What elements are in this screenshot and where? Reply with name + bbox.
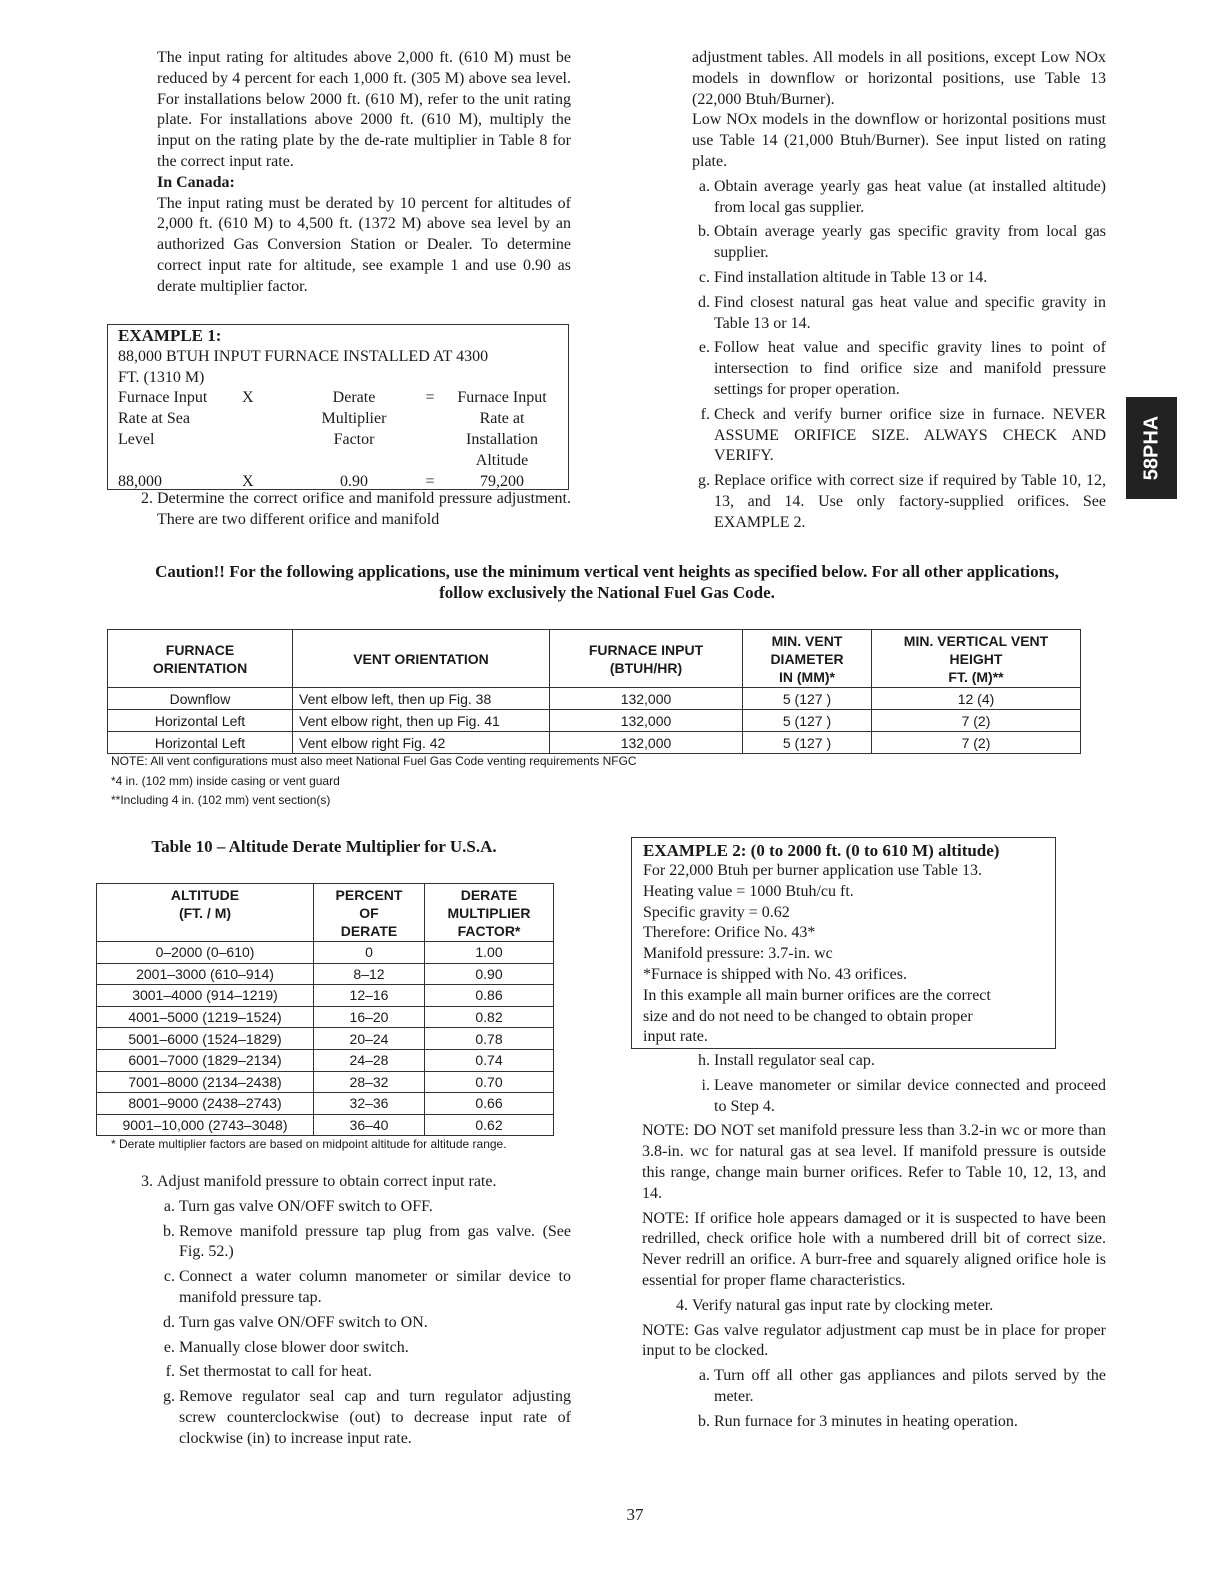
example2-line: Heating value = 1000 Btuh/cu ft. (643, 882, 854, 900)
example2-line: size and do not need to be changed to obtain proper (643, 1007, 973, 1025)
example1-formula (118, 388, 558, 492)
table-cell: 12–16 (314, 985, 425, 1007)
example2-line: input rate. (643, 1028, 708, 1046)
altitude-header: PERCENT OF DERATE (314, 884, 425, 942)
manifold-step (157, 1267, 571, 1309)
right-para1: adjustment tables. All models in all positions, except Low NOx models in downflow or horizontal positions, use Table 13 (22,000 Btuh/Burner). (692, 49, 1106, 108)
table-cell: 132,000 (550, 732, 743, 754)
clocking-step-text: Run furnace for 3 minutes in heating operation. (714, 1412, 1018, 1430)
step2-text: Determine the correct orifice and manifold pressure adjustment. There are two different orifice and manifold (157, 490, 571, 528)
vent-notes (111, 752, 911, 811)
table-cell: 0.74 (425, 1049, 554, 1071)
table-cell: 0–2000 (0–610) (97, 942, 314, 964)
ex1-col2-line: Derate (332, 389, 376, 407)
example2-line: Specific gravity = 0.62 (643, 903, 790, 921)
table-cell: Horizontal Left (108, 732, 293, 754)
table-row (97, 1006, 554, 1028)
table-cell: 7 (2) (872, 732, 1081, 754)
table-row (108, 732, 1081, 754)
step4-number: 4. (676, 1296, 688, 1314)
example2-line: In this example all main burner orifices are the correct (643, 986, 991, 1004)
table-cell: 20–24 (314, 1028, 425, 1050)
manifold-step-text: Connect a water column manometer or similar device to manifold pressure tap. (179, 1268, 571, 1306)
table-cell: 7001–8000 (2134–2438) (97, 1071, 314, 1093)
manifold-step-marker: g. (163, 1388, 175, 1406)
vent-note: *4 in. (102 mm) inside casing or vent guard (111, 773, 340, 788)
table-cell: 0.86 (425, 985, 554, 1007)
table-cell: 6001–7000 (1829–2134) (97, 1049, 314, 1071)
table-row (97, 985, 554, 1007)
ex1-col3-line: Rate at (479, 410, 525, 428)
orifice-step-text: Follow heat value and specific gravity lines to point of intersection to find orifice size and manifold pressure settings for proper operation. (714, 339, 1106, 398)
canada-paragraph: The input rating must be derated by 10 percent for altitudes of 2,000 ft. (610 M) to 4,500 ft. (1372 M) above sea level by an authorized Gas Conversion Station or Dealer. To determine correct input rate for altitude, see example 1 and use 0.90 as derate multiplier factor. (157, 194, 571, 295)
ex1-col1-line: Level (118, 430, 155, 448)
table-cell: 16–20 (314, 1006, 425, 1028)
manifold-step (157, 1197, 571, 1218)
clocking-step (692, 1412, 1106, 1433)
manifold-step-text: Remove regulator seal cap and turn regulator adjusting screw counterclockwise (out) to decrease input rate of clockwise (in) to increase input rate. (179, 1388, 571, 1447)
table-cell: Vent elbow right Fig. 42 (293, 732, 550, 754)
table-row (97, 942, 554, 964)
ex1-value: 88,000 (118, 472, 162, 490)
table-row (97, 1049, 554, 1071)
vent-note: **Including 4 in. (102 mm) vent section(s) (111, 793, 331, 807)
example2-line: Therefore: Orifice No. 43* (643, 924, 816, 942)
example2-line: *Furnace is shipped with No. 43 orifices. (643, 965, 907, 983)
left-top-column (157, 48, 571, 298)
orifice-step (692, 293, 1106, 335)
step3-number: 3. (141, 1173, 153, 1190)
orifice-step-marker: c. (698, 268, 710, 286)
table-cell: 7 (2) (872, 710, 1081, 732)
manifold-step (157, 1338, 571, 1359)
table-cell: 2001–3000 (610–914) (97, 963, 314, 985)
example1-line1: 88,000 BTUH INPUT FURNACE INSTALLED AT 4300 (118, 347, 489, 365)
table-row (97, 1114, 554, 1136)
example2-title: EXAMPLE 2: (0 to 2000 ft. (0 to 610 M) altitude) (643, 841, 1000, 860)
example1-line2: FT. (1310 M) (118, 368, 205, 386)
orifice-step-marker: a. (698, 177, 710, 195)
orifice-step-marker: f. (700, 405, 710, 423)
ex1-col1-line: Rate at Sea (118, 410, 190, 428)
ex1-op2: = (425, 389, 435, 407)
table-cell: 9001–10,000 (2743–3048) (97, 1114, 314, 1136)
manifold-step (157, 1362, 571, 1383)
altitude-footnote: * Derate multiplier factors are based on midpoint altitude for altitude range. (111, 1137, 507, 1151)
manifold-step-marker: b. (163, 1222, 175, 1240)
table-cell: 5001–6000 (1524–1829) (97, 1028, 314, 1050)
ex1-value: 0.90 (340, 472, 368, 490)
manifold-step-marker: i. (701, 1076, 710, 1094)
table-cell: 1.00 (425, 942, 554, 964)
table-row (97, 1093, 554, 1115)
table-cell: 32–36 (314, 1093, 425, 1115)
vent-header: FURNACE ORIENTATION (108, 630, 293, 688)
step3-list (157, 1197, 571, 1450)
orifice-step (692, 338, 1106, 400)
vent-header: VENT ORIENTATION (293, 630, 550, 688)
steps-h-i (692, 1051, 1106, 1117)
manifold-step-marker: e. (163, 1338, 175, 1356)
orifice-step-text: Find installation altitude in Table 13 or 14. (714, 268, 988, 286)
note-label: NOTE: (642, 1122, 690, 1140)
table-cell: 8001–9000 (2438–2743) (97, 1093, 314, 1115)
right-bottom-column (642, 1047, 1106, 1433)
table-row (97, 1071, 554, 1093)
vent-header: MIN. VENT DIAMETER IN (MM)* (743, 630, 872, 688)
note-label: NOTE: (642, 1321, 690, 1339)
manifold-step-text: Set thermostat to call for heat. (179, 1363, 372, 1381)
orifice-step-text: Obtain average yearly gas specific gravity from local gas supplier. (714, 223, 1106, 262)
table-row (108, 688, 1081, 710)
manifold-step-text: Install regulator seal cap. (714, 1052, 875, 1069)
manifold-step-marker: c. (163, 1268, 175, 1286)
caution-note (100, 561, 1114, 603)
altitude-header: DERATE MULTIPLIER FACTOR* (425, 884, 554, 942)
table-cell: 0.82 (425, 1006, 554, 1028)
table-cell: 5 (127 ) (743, 688, 872, 710)
table-cell: 4001–5000 (1219–1524) (97, 1006, 314, 1028)
ex1-col3-line: Furnace Input (457, 389, 547, 407)
table-cell: 24–28 (314, 1049, 425, 1071)
steps-a-b (692, 1366, 1106, 1432)
altitude-header: ALTITUDE (FT. / M) (97, 884, 314, 942)
orifice-step-text: Check and verify burner orifice size in furnace. NEVER ASSUME ORIFICE SIZE. ALWAYS CHECK AND VERIFY. (714, 405, 1106, 465)
side-tab-label: 58PHA (1140, 415, 1162, 481)
table-cell: 0.70 (425, 1071, 554, 1093)
vent-header: FURNACE INPUT (BTUH/HR) (550, 630, 743, 688)
altitude-table (96, 883, 554, 1136)
side-tab (1126, 397, 1177, 499)
manifold-step-text: Manually close blower door switch. (179, 1338, 409, 1356)
table-cell: Horizontal Left (108, 710, 293, 732)
table-cell: Downflow (108, 688, 293, 710)
page-number: 37 (626, 1505, 644, 1524)
clocking-step (692, 1366, 1106, 1408)
table-cell: 12 (4) (872, 688, 1081, 710)
vent-note: NOTE: All vent configurations must also meet National Fuel Gas Code venting requirements NFGC (111, 754, 637, 768)
step4 (670, 1296, 1106, 1317)
manifold-step-marker: d. (163, 1313, 175, 1331)
example2-line: Manifold pressure: 3.7-in. wc (643, 945, 833, 963)
table-cell: 0.90 (425, 963, 554, 985)
altitude-table-title: Table 10 – Altitude Derate Multiplier for U.S.A. (151, 837, 497, 856)
ex1-op1: X (242, 389, 254, 407)
table-cell: 5 (127 ) (743, 710, 872, 732)
step2 (135, 489, 571, 531)
table-cell: 8–12 (314, 963, 425, 985)
table-cell: 5 (127 ) (743, 732, 872, 754)
step3 (135, 1172, 571, 1450)
altitude-paragraph: The input rating for altitudes above 2,000 ft. (610 M) must be reduced by 4 percent for each 1,000 ft. (305 M) above sea level. For installations below 2000 ft. (610 M), refer to the unit rating plate. For installations above 2000 ft. (610 M), multiply the input on the rating plate by the de-rate multiplier in Table 8 for the correct input rate. (157, 49, 571, 170)
table-cell: 0.66 (425, 1093, 554, 1115)
table-row (108, 710, 1081, 732)
orifice-step-marker: b. (698, 223, 710, 241)
ex1-col2-line: Multiplier (321, 410, 387, 428)
table-cell: 132,000 (550, 710, 743, 732)
orifice-step-marker: g. (698, 472, 710, 490)
example2-lines (643, 861, 1055, 1048)
table-row (97, 1028, 554, 1050)
orifice-step (692, 405, 1106, 467)
step4-text: Verify natural gas input rate by clocking meter. (692, 1296, 994, 1314)
manifold-step (692, 1076, 1106, 1118)
clocking-step-text: Turn off all other gas appliances and pilots served by the meter. (714, 1367, 1106, 1405)
example2-line: For 22,000 Btuh per burner application use Table 13. (643, 862, 982, 879)
note-manifold: NOTE: DO NOT set manifold pressure less than 3.2-in wc or more than 3.8-in. wc for natural gas at sea level. If manifold pressure is outside this range, change main burner orifices. Refer to Table 10, 12, 13, and 14. (642, 1122, 1106, 1202)
caution-line1: Caution!! For the following applications, use the minimum vertical vent heights as specified below. For all other applications, (155, 562, 1059, 581)
ex1-col2-line: Factor (333, 430, 375, 448)
orifice-step-text: Find closest natural gas heat value and specific gravity in Table 13 or 14. (714, 293, 1106, 332)
manifold-step-text: Remove manifold pressure tap plug from gas valve. (See Fig. 52.) (179, 1222, 571, 1261)
note-label: NOTE: (642, 1209, 690, 1227)
right-top-column (692, 48, 1106, 534)
manifold-step (157, 1387, 571, 1449)
orifice-step (692, 268, 1106, 289)
right-para2: Low NOx models in the downflow or horizontal positions must use Table 14 (21,000 Btuh/Burner). See input listed on rating plate. (692, 111, 1106, 170)
manifold-step-text: Turn gas valve ON/OFF switch to OFF. (179, 1197, 433, 1215)
ex1-col3-line: Installation (466, 430, 538, 448)
ex1-value: X (242, 472, 254, 490)
manifold-step (157, 1222, 571, 1264)
ex1-value: = (425, 472, 435, 490)
vent-table (107, 629, 1081, 754)
note-orifice: NOTE: If orifice hole appears damaged or it is suspected to have been redrilled, check orifice hole with a numbered drill bit of correct size. Never redrill an orifice. A burr-free and squarely aligned orifice hole is essential for proper flame characteristics. (642, 1209, 1106, 1289)
table-cell: 132,000 (550, 688, 743, 710)
caution-line2: follow exclusively the National Fuel Gas Code. (439, 583, 775, 602)
orifice-steps-list (692, 177, 1106, 534)
example1-title: EXAMPLE 1: (118, 326, 222, 345)
manifold-step-marker: f. (165, 1363, 175, 1381)
ex1-value: 79,200 (480, 472, 524, 490)
orifice-step-marker: d. (698, 293, 710, 311)
manifold-step-marker: a. (163, 1197, 175, 1215)
manifold-step (157, 1313, 571, 1334)
orifice-step-text: Obtain average yearly gas heat value (at installed altitude) from local gas supplier. (714, 177, 1106, 216)
example1-box (107, 324, 569, 490)
table-cell: Vent elbow right, then up Fig. 41 (293, 710, 550, 732)
table-cell: 28–32 (314, 1071, 425, 1093)
table-cell: 3001–4000 (914–1219) (97, 985, 314, 1007)
table-cell: 36–40 (314, 1114, 425, 1136)
table-cell: 0.62 (425, 1114, 554, 1136)
manifold-step (692, 1051, 1106, 1072)
table-cell: 0.78 (425, 1028, 554, 1050)
orifice-step-marker: e. (698, 339, 710, 357)
manifold-step-text: Turn gas valve ON/OFF switch to ON. (179, 1313, 428, 1331)
orifice-step (692, 222, 1106, 264)
step3-heading (135, 1172, 571, 1193)
canada-heading: In Canada: (157, 173, 235, 191)
vent-header: MIN. VERTICAL VENT HEIGHT FT. (M)** (872, 630, 1081, 688)
clocking-step-marker: a. (698, 1367, 710, 1385)
orifice-step (692, 177, 1106, 219)
note-regulator: NOTE: Gas valve regulator adjustment cap must be in place for proper input to be clocked. (642, 1321, 1106, 1360)
ex1-col3-line: Altitude (475, 451, 529, 469)
manifold-step-marker: h. (698, 1052, 710, 1069)
example2-box (631, 837, 1056, 1049)
clocking-step-marker: b. (698, 1412, 710, 1430)
step2-number: 2. (141, 490, 153, 507)
table-cell: 0 (314, 942, 425, 964)
orifice-step-text: Replace orifice with correct size if required by Table 10, 12, 13, and 14. Use only factory-supplied orifices. See EXAMPLE 2. (714, 472, 1106, 531)
ex1-col1-line: Furnace Input (118, 389, 208, 407)
orifice-step (692, 471, 1106, 533)
manifold-step-text: Leave manometer or similar device connected and proceed to Step 4. (714, 1076, 1106, 1115)
table-row (97, 963, 554, 985)
step3-text: Adjust manifold pressure to obtain correct input rate. (157, 1173, 497, 1190)
table-cell: Vent elbow left, then up Fig. 38 (293, 688, 550, 710)
